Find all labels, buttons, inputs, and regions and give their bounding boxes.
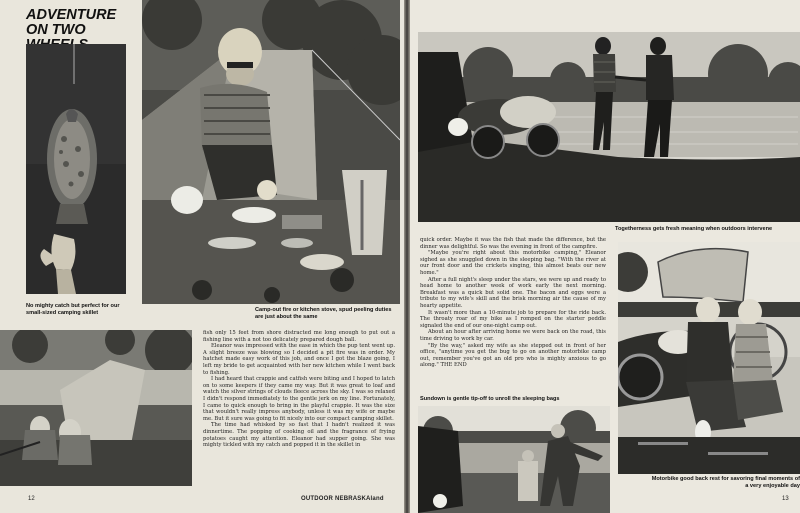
caption-fish: No mighty catch but perfect for our small-sized camping skillet — [26, 303, 120, 316]
paragraph: "By the way," asked my wife as she stepped out in front of her office, "anytime you get the bug to go on another motorbike camp out, remember you've got an old pro who is mighty anxious to go along." THE END — [420, 342, 606, 369]
caption-campfire: Camp-out fire or kitchen stove, spud peeling duties are just about the same — [255, 307, 392, 320]
photo-campfire-cooking — [142, 0, 400, 304]
paragraph: After a full night's sleep under the stars, we were up and ready to head home to another week of work early the next morning. Breakfast was a quick but solid one. The bacon and eggs were a tribute to my wife's skill and the brisk morning air the cause of my hearty appetite. — [420, 276, 606, 309]
caption-riverbank: Togetherness gets fresh meaning when outdoors intervene — [615, 226, 773, 232]
photo-fishing-bank — [0, 330, 192, 486]
caption-sundown: Sundown is gentle tip-off to unroll the sleeping bags — [420, 396, 560, 402]
caption-motorbike-rest: Motorbike good back rest for savoring final moments of a very enjoyable day — [651, 476, 800, 489]
article-column-left — [203, 330, 395, 485]
magazine-name: NEBRASKAland — [334, 496, 384, 502]
article-headline: ADVENTURE ON TWO — [26, 7, 117, 38]
paragraph: The time had whisked by so fast that I hadn't realized it was dinnertime. The popping of cooking oil and the fragrance of frying potatoes caught my attention. Eleanor had supper going. She was mighty tickled with my catch and popped it in the skillet in — [203, 422, 395, 449]
page-number-left: 12 — [28, 496, 35, 502]
magazine-prefix: OUTDOOR — [301, 496, 334, 502]
right-page — [410, 0, 800, 513]
paragraph: fish only 15 feet from shore distracted me long enough to put out a fishing line with a not too delicately prepared dough ball. — [203, 330, 395, 343]
paragraph: quick order. Maybe it was the fish that made the difference, but the dinner was delightful. So was the evening in front of the campfire. — [420, 237, 606, 250]
paragraph: I had heard that crappie and catfish were biting and I hoped to latch on to some keepers if they came my way. But it was great to loaf and watch the silver strings of clouds fleece across the sky. I was so relaxed I didn't respond immediately to the gentle jerk on my line. Fortunately, I came to quick enough to bring in the playful crappie. It was the size that wouldn't really impress anybody, unless it was my wife or maybe me. But it sure was going to fit nicely into our compact camping skillet. — [203, 376, 395, 422]
article-column-right — [420, 237, 606, 392]
page-number-right: 13 — [782, 496, 789, 502]
paragraph: About an hour after arriving home we were back on the road, this time driving to work by car. — [420, 329, 606, 342]
photo-motorbike-rest — [618, 242, 800, 474]
photo-riverbank-couple — [418, 32, 800, 222]
photo-sundown-bedrolls — [418, 406, 610, 513]
photo-fish-catch — [26, 44, 126, 294]
paragraph: It wasn't more than a 10-minute job to prepare for the ride back. The throaty roar of my bike as I romped on the starter peddle signaled the end of our one-night camp out. — [420, 309, 606, 329]
paragraph: "Maybe you're right about this motorbike camping," Eleanor sighed as she snuggled down in the sleeping bag. "With the river at our front door and the crickets singing, this almost beats our new home." — [420, 250, 606, 276]
paragraph: Eleanor was impressed with the ease in which the pup tent went up. A slight breeze was blowing so I decided a pit fire was in order. My hatchet made easy work of this job, and once I got the blaze going, I left my bride to get acquainted with her new kitchen while I went back to fishing. — [203, 343, 395, 376]
magazine-title-footer — [301, 496, 384, 502]
